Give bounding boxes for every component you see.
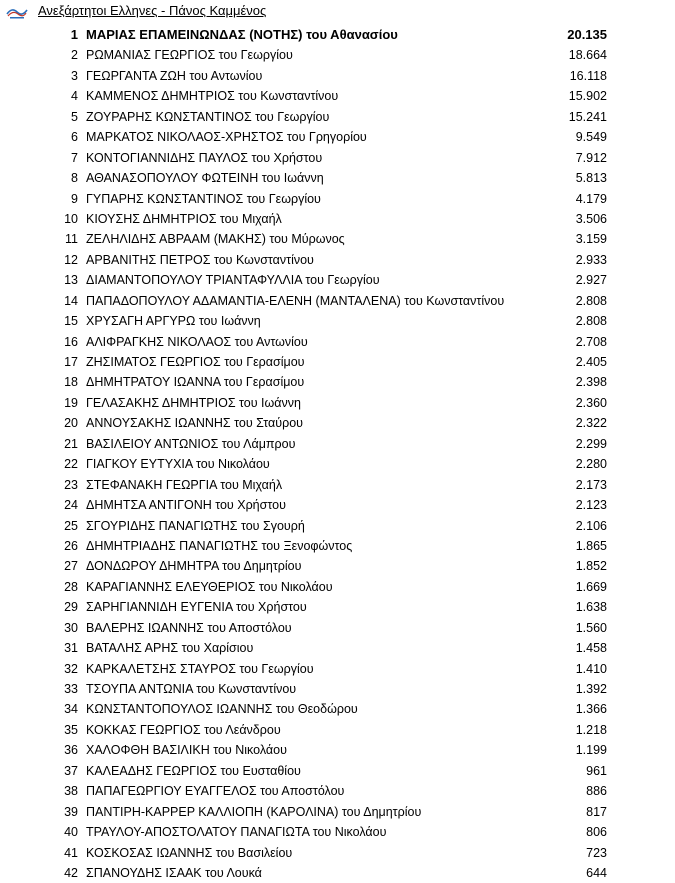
candidate-row [0, 618, 675, 638]
candidate-rank: 15 [64, 314, 78, 329]
candidate-rank: 35 [64, 722, 78, 737]
candidate-row [0, 740, 675, 760]
candidate-name: ΜΑΡΚΑΤΟΣ ΝΙΚΟΛΑΟΣ-ΧΡΗΣΤΟΣ του Γρηγορίου [86, 130, 367, 145]
candidate-row [0, 679, 675, 699]
candidate-votes: 2.360 [575, 395, 607, 410]
candidate-row [0, 168, 675, 188]
candidate-rank: 34 [64, 702, 78, 717]
candidate-votes: 2.123 [575, 498, 607, 513]
candidate-name: ΓΙΑΓΚΟΥ ΕΥΤΥΧΙΑ του Νικολάου [86, 457, 270, 472]
candidate-rank: 41 [64, 845, 78, 860]
candidate-row [0, 556, 675, 576]
party-logo-icon [6, 4, 28, 20]
candidate-rank: 24 [64, 498, 78, 513]
candidate-votes: 2.808 [575, 293, 607, 308]
candidate-rank: 37 [64, 763, 78, 778]
candidate-row [0, 250, 675, 270]
results-list [0, 25, 675, 883]
candidate-row [0, 434, 675, 454]
candidate-votes: 3.159 [575, 232, 607, 247]
candidate-row [0, 393, 675, 413]
candidate-rank: 42 [64, 865, 78, 880]
candidate-name: ΓΕΩΡΓΑΝΤΑ ΖΩΗ του Αντωνίου [86, 68, 263, 83]
candidate-name: ΖΕΛΗΛΙΔΗΣ ΑΒΡΑΑΜ (ΜΑΚΗΣ) του Μύρωνος [86, 232, 345, 247]
candidate-name: ΚΟΣΚΟΣΑΣ ΙΩΑΝΝΗΣ του Βασιλείου [86, 845, 293, 860]
candidate-votes: 1.865 [575, 538, 607, 553]
candidate-row [0, 597, 675, 617]
candidate-rank: 29 [64, 600, 78, 615]
candidate-name: ΠΑΠΑΓΕΩΡΓΙΟΥ ΕΥΑΓΓΕΛΟΣ του Αποστόλου [86, 784, 345, 799]
candidate-votes: 5.813 [575, 171, 607, 186]
candidate-row [0, 863, 675, 883]
candidate-rank: 39 [64, 804, 78, 819]
candidate-row [0, 66, 675, 86]
candidate-votes: 2.405 [575, 355, 607, 369]
candidate-rank: 12 [64, 252, 78, 267]
candidate-votes: 2.708 [575, 334, 607, 349]
candidate-votes: 723 [586, 845, 607, 860]
candidate-row [0, 638, 675, 658]
candidate-rank: 10 [64, 211, 78, 226]
candidate-rank: 20 [64, 416, 78, 431]
candidate-name: ΖΟΥΡΑΡΗΣ ΚΩΝΣΤΑΝΤΙΝΟΣ του Γεωργίου [86, 109, 330, 124]
candidate-name: ΚΑΡΚΑΛΕΤΣΗΣ ΣΤΑΥΡΟΣ του Γεωργίου [86, 661, 314, 676]
candidate-rank: 3 [71, 68, 78, 83]
candidate-name: ΣΑΡΗΓΙΑΝΝΙΔΗ ΕΥΓΕΝΙΑ του Χρήστου [86, 600, 307, 615]
candidate-rank: 19 [64, 395, 78, 410]
candidate-row [0, 761, 675, 781]
candidate-name: ΜΑΡΙΑΣ ΕΠΑΜΕΙΝΩΝΔΑΣ (ΝΟΤΗΣ) του Αθανασίου [86, 27, 398, 42]
candidate-row [0, 843, 675, 863]
candidate-row [0, 45, 675, 65]
candidate-name: ΑΘΑΝΑΣΟΠΟΥΛΟΥ ΦΩΤΕΙΝΗ του Ιωάννη [86, 171, 324, 186]
candidate-rank: 30 [64, 620, 78, 635]
candidate-votes: 817 [586, 804, 607, 819]
candidate-row [0, 536, 675, 556]
candidate-name: ΒΑΣΙΛΕΙΟΥ ΑΝΤΩΝΙΟΣ του Λάμπρου [86, 436, 296, 451]
candidate-row [0, 209, 675, 229]
candidate-votes: 2.106 [575, 518, 607, 533]
candidate-row [0, 699, 675, 719]
candidate-rank: 7 [71, 150, 78, 165]
candidate-name: ΧΑΛΟΦΘΗ ΒΑΣΙΛΙΚΗ του Νικολάου [86, 743, 287, 758]
candidate-votes: 1.410 [575, 661, 607, 676]
candidate-rank: 26 [64, 538, 78, 553]
candidate-name: ΣΤΕΦΑΝΑΚΗ ΓΕΩΡΓΙΑ του Μιχαήλ [86, 477, 283, 492]
candidate-name: ΚΩΝΣΤΑΝΤΟΠΟΥΛΟΣ ΙΩΑΝΝΗΣ του Θεοδώρου [86, 702, 358, 717]
candidate-rank: 16 [64, 334, 78, 349]
candidate-row [0, 475, 675, 495]
candidate-row [0, 86, 675, 106]
candidate-votes: 806 [586, 825, 607, 840]
candidate-name: ΚΑΛΕΑΔΗΣ ΓΕΩΡΓΙΟΣ του Ευσταθίου [86, 763, 301, 778]
candidate-rank: 32 [64, 661, 78, 676]
candidate-rank: 2 [71, 48, 78, 63]
candidate-rank: 38 [64, 784, 78, 799]
candidate-row [0, 516, 675, 536]
candidate-row [0, 413, 675, 433]
candidate-votes: 20.135 [567, 27, 607, 42]
candidate-votes: 4.179 [575, 191, 607, 206]
candidate-votes: 1.366 [575, 702, 607, 717]
candidate-row [0, 352, 675, 372]
candidate-rank: 1 [70, 27, 78, 42]
candidate-votes: 2.398 [575, 375, 607, 390]
candidate-name: ΚΑΡΑΓΙΑΝΝΗΣ ΕΛΕΥΘΕΡΙΟΣ του Νικολάου [86, 579, 333, 594]
candidate-name: ΔΟΝΔΩΡΟΥ ΔΗΜΗΤΡΑ του Δημητρίου [86, 559, 302, 574]
candidate-votes: 7.912 [575, 150, 607, 165]
party-title: Ανεξάρτητοι Ελληνες - Πάνος Καμμένος [38, 3, 267, 18]
candidate-row [0, 802, 675, 822]
candidate-votes: 16.118 [569, 68, 607, 83]
candidate-votes: 1.199 [575, 743, 607, 758]
candidate-name: ΒΑΤΑΛΗΣ ΑΡΗΣ του Χαρίσιου [86, 641, 254, 656]
candidate-rank: 40 [64, 825, 78, 840]
candidate-votes: 886 [586, 784, 607, 799]
candidate-row [0, 372, 675, 392]
candidate-row [0, 781, 675, 801]
candidate-rank: 13 [64, 273, 78, 288]
candidate-votes: 18.664 [568, 48, 607, 63]
candidate-votes: 1.638 [575, 600, 607, 615]
candidate-votes: 1.458 [575, 641, 607, 656]
candidate-rank: 9 [71, 191, 78, 206]
candidate-row [0, 127, 675, 147]
candidate-name: ΚΟΝΤΟΓΙΑΝΝΙΔΗΣ ΠΑΥΛΟΣ του Χρήστου [86, 150, 323, 165]
candidate-votes: 15.241 [568, 109, 607, 124]
candidate-votes: 1.218 [575, 722, 607, 737]
candidate-rank: 23 [64, 477, 78, 492]
candidate-row [0, 189, 675, 209]
candidate-name: ΣΠΑΝΟΥΔΗΣ ΙΣΑΑΚ του Λουκά [86, 865, 262, 880]
candidate-rank: 28 [64, 579, 78, 594]
candidate-votes: 2.927 [575, 273, 607, 288]
candidate-row [0, 229, 675, 249]
candidate-row [0, 332, 675, 352]
candidate-name: ΔΗΜΗΤΣΑ ΑΝΤΙΓΟΝΗ του Χρήστου [86, 498, 286, 513]
candidate-row [0, 311, 675, 331]
candidate-votes: 15.902 [568, 89, 607, 104]
candidate-name: ΧΡΥΣΑΓΗ ΑΡΓΥΡΩ του Ιωάννη [86, 314, 261, 329]
candidate-rank: 22 [64, 457, 78, 472]
candidate-row [0, 454, 675, 474]
candidate-row [0, 25, 675, 45]
candidate-votes: 2.299 [575, 436, 607, 451]
candidate-votes: 1.852 [575, 559, 607, 574]
candidate-votes: 1.560 [575, 620, 607, 635]
candidate-votes: 3.506 [575, 211, 607, 226]
candidate-name: ΚΟΚΚΑΣ ΓΕΩΡΓΙΟΣ του Λεάνδρου [86, 722, 281, 737]
candidate-row [0, 495, 675, 515]
candidate-votes: 1.669 [575, 579, 607, 594]
candidate-rank: 14 [64, 293, 78, 308]
candidate-votes: 961 [586, 763, 607, 778]
candidate-name: ΓΥΠΑΡΗΣ ΚΩΝΣΤΑΝΤΙΝΟΣ του Γεωργίου [86, 191, 321, 206]
candidate-row [0, 270, 675, 290]
candidate-votes: 2.280 [575, 457, 607, 472]
candidate-votes: 9.549 [575, 130, 607, 145]
candidate-row [0, 148, 675, 168]
candidate-rank: 8 [71, 171, 78, 186]
candidate-name: ΖΗΣΙΜΑΤΟΣ ΓΕΩΡΓΙΟΣ του Γερασίμου [86, 355, 305, 369]
candidate-name: ΒΑΛΕΡΗΣ ΙΩΑΝΝΗΣ του Αποστόλου [86, 620, 292, 635]
candidate-rank: 31 [64, 641, 78, 656]
candidate-rank: 4 [71, 89, 78, 104]
candidate-name: ΔΗΜΗΤΡΑΤΟΥ ΙΩΑΝΝΑ του Γερασίμου [86, 375, 305, 390]
candidate-votes: 1.392 [575, 682, 607, 696]
candidate-name: ΓΕΛΑΣΑΚΗΣ ΔΗΜΗΤΡΙΟΣ του Ιωάννη [86, 395, 301, 410]
candidate-row [0, 577, 675, 597]
candidate-row [0, 659, 675, 679]
candidate-name: ΑΝΝΟΥΣΑΚΗΣ ΙΩΑΝΝΗΣ του Σταύρου [86, 416, 303, 431]
candidate-rank: 21 [64, 436, 78, 451]
candidate-name: ΣΓΟΥΡΙΔΗΣ ΠΑΝΑΓΙΩΤΗΣ του Σγουρή [86, 518, 305, 533]
candidate-name: ΚΙΟΥΣΗΣ ΔΗΜΗΤΡΙΟΣ του Μιχαήλ [86, 211, 282, 226]
candidate-votes: 2.933 [575, 252, 607, 267]
candidate-row [0, 720, 675, 740]
candidate-name: ΤΣΟΥΠΑ ΑΝΤΩΝΙΑ του Κωνσταντίνου [86, 682, 297, 696]
candidate-name: ΡΩΜΑΝΙΑΣ ΓΕΩΡΓΙΟΣ του Γεωργίου [86, 48, 293, 63]
candidate-rank: 17 [64, 355, 78, 369]
candidate-name: ΠΑΠΑΔΟΠΟΥΛΟΥ ΑΔΑΜΑΝΤΙΑ-ΕΛΕΝΗ (ΜΑΝΤΑΛΕΝΑ) του Κωνσταντίνου [86, 293, 505, 308]
candidate-rank: 5 [71, 109, 78, 124]
candidate-votes: 644 [586, 865, 607, 880]
candidate-name: ΚΑΜΜΕΝΟΣ ΔΗΜΗΤΡΙΟΣ του Κωνσταντίνου [86, 89, 339, 104]
candidate-name: ΑΡΒΑΝΙΤΗΣ ΠΕΤΡΟΣ του Κωνσταντίνου [86, 252, 314, 267]
candidate-name: ΔΗΜΗΤΡΙΑΔΗΣ ΠΑΝΑΓΙΩΤΗΣ του Ξενοφώντος [86, 538, 353, 553]
candidate-row [0, 107, 675, 127]
candidate-votes: 2.173 [575, 477, 607, 492]
candidate-row [0, 822, 675, 842]
candidate-row [0, 291, 675, 311]
candidate-name: ΔΙΑΜΑΝΤΟΠΟΥΛΟΥ ΤΡΙΑΝΤΑΦΥΛΛΙΑ του Γεωργίου [86, 273, 380, 288]
candidate-name: ΑΛΙΦΡΑΓΚΗΣ ΝΙΚΟΛΑΟΣ του Αντωνίου [86, 334, 308, 349]
candidate-name: ΠΑΝΤΙΡΗ-ΚΑΡΡΕΡ ΚΑΛΛΙΟΠΗ (ΚΑΡΟΛΙΝΑ) του Δημητρίου [86, 804, 422, 819]
candidate-name: ΤΡΑΥΛΟΥ-ΑΠΟΣΤΟΛΑΤΟΥ ΠΑΝΑΓΙΩΤΑ του Νικολάου [86, 825, 387, 840]
candidate-rank: 11 [65, 232, 78, 247]
candidate-rank: 25 [64, 518, 78, 533]
candidate-rank: 36 [64, 743, 78, 758]
candidate-votes: 2.808 [575, 314, 607, 329]
candidate-rank: 27 [64, 559, 78, 574]
candidate-votes: 2.322 [575, 416, 607, 431]
candidate-rank: 18 [64, 375, 78, 390]
candidate-rank: 6 [71, 130, 78, 145]
candidate-rank: 33 [64, 682, 78, 696]
